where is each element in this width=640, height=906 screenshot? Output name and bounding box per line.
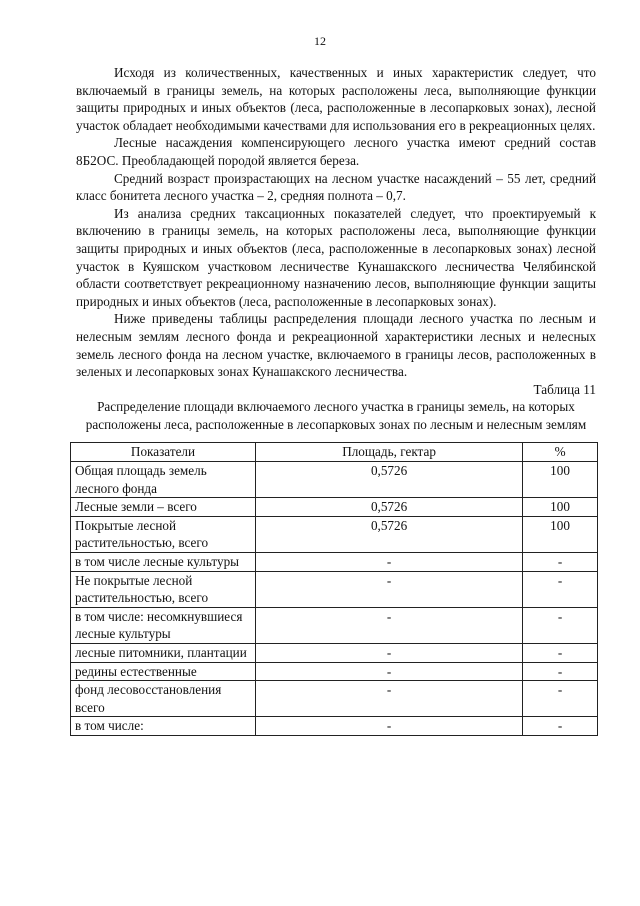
- row-percent: 100: [523, 462, 598, 498]
- table-header-row: [71, 443, 598, 462]
- row-area: -: [256, 553, 523, 572]
- row-label: в том числе: несомкнувшиеся лесные культуры: [71, 607, 256, 643]
- row-percent: -: [523, 681, 598, 717]
- row-area: -: [256, 571, 523, 607]
- row-label: в том числе:: [71, 717, 256, 736]
- row-percent: -: [523, 662, 598, 681]
- table-row: [71, 662, 598, 681]
- paragraph-1: Исходя из количественных, качественных и иных характеристик следует, что включаемый в границы земель, на которых расположены леса, выполняющие функции защиты природных и иных объектов (леса, расположенные в лесопарковых зонах), лесной участок обладает необходимыми качествами для использования его в рекреационных целях.: [76, 65, 596, 133]
- row-percent: 100: [523, 498, 598, 517]
- table-row: [71, 462, 598, 498]
- paragraph-3: Средний возраст произрастающих на лесном участке насаждений – 55 лет, средний класс бонитета лесного участка – 2, средняя полнота – 0,7.: [76, 170, 596, 204]
- table-row: [71, 516, 598, 552]
- table-row: [71, 717, 598, 736]
- row-percent: -: [523, 717, 598, 736]
- row-area: 0,5726: [256, 462, 523, 498]
- row-area: -: [256, 681, 523, 717]
- row-percent: 100: [523, 516, 598, 552]
- row-label: фонд лесовосстановления всего: [71, 681, 256, 717]
- table-row: [71, 644, 598, 663]
- paragraph-4: Из анализа средних таксационных показателей следует, что проектируемый к включению в границы земель, на которых расположены леса, выполняющие функции защиты природных и иных объектов (леса, расположенные в лесопарковых зонах) лесной участок в Куяшском участковом лесничестве Кунашакского лесничества Челябинской области соответствует рекреационному назначению лесов, выполняющие функции защиты природных и иных объектов (леса, расположенные в лесопарковых зонах).: [76, 205, 596, 309]
- row-percent: -: [523, 553, 598, 572]
- row-area: 0,5726: [256, 498, 523, 517]
- table-row: [71, 681, 598, 717]
- paragraph-2: Лесные насаждения компенсирующего лесного участка имеют средний состав 8Б2ОС. Преобладающей породой является береза.: [76, 135, 596, 168]
- header-indicators: Показатели: [71, 443, 256, 462]
- table-row: [71, 498, 598, 517]
- document-body: [76, 64, 596, 736]
- table-row: [71, 553, 598, 572]
- row-label: лесные питомники, плантации: [71, 644, 256, 663]
- row-label: Не покрытые лесной растительностью, всего: [71, 571, 256, 607]
- distribution-table: [70, 442, 598, 736]
- paragraph-5: Ниже приведены таблицы распределения площади лесного участка по лесным и нелесным землям лесного фонда и рекреационной характеристики лесных и нелесных земель лесного фонда на лесном участке, включаемого в границы лесов, расположенных в зеленых и лесопарковых зонах Кунашакского лесничества.: [76, 311, 596, 380]
- table-row: [71, 607, 598, 643]
- row-area: -: [256, 644, 523, 663]
- row-area: -: [256, 717, 523, 736]
- table-row: [71, 571, 598, 607]
- row-label: редины естественные: [71, 662, 256, 681]
- row-percent: -: [523, 607, 598, 643]
- page-number: 12: [314, 34, 326, 48]
- row-area: -: [256, 662, 523, 681]
- row-label: Покрытые лесной растительностью, всего: [71, 516, 256, 552]
- header-percent: %: [523, 443, 598, 462]
- row-label: в том числе лесные культуры: [71, 553, 256, 572]
- row-label: Лесные земли – всего: [71, 498, 256, 517]
- row-area: 0,5726: [256, 516, 523, 552]
- header-area: Площадь, гектар: [256, 443, 523, 462]
- row-percent: -: [523, 571, 598, 607]
- table-label: Таблица 11: [533, 381, 596, 397]
- row-area: -: [256, 607, 523, 643]
- row-percent: -: [523, 644, 598, 663]
- row-label: Общая площадь земель лесного фонда: [71, 462, 256, 498]
- table-title: Распределение площади включаемого лесного участка в границы земель, на которых расположены леса, расположенные в лесопарковых зонах по лесным и нелесным землям: [85, 399, 587, 432]
